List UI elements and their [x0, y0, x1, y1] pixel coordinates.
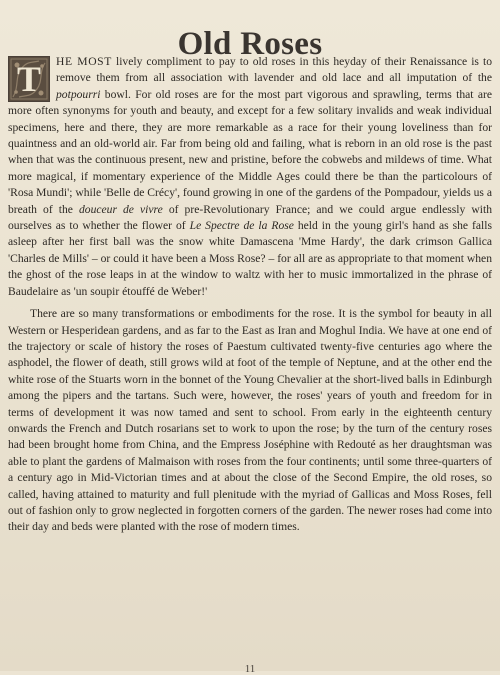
page-title: Old Roses [177, 26, 323, 63]
page-number: 11 [244, 663, 256, 675]
paragraph-1 [8, 54, 492, 300]
drop-cap-letter: T [16, 59, 41, 99]
italic-term: potpourri [56, 87, 101, 101]
text-run: bowl. For old roses are for the most part vigorous and sprawling, terms that are more often synonyms for youth and beauty, and except for a few solitary invalids and weak individual specimens, here and there, they are more remarkable as a race for their young loveliness than for quaintness and an old-world air. Far from being old and failing, what is reborn in an old rose is the past when that was the continuous present, new and pristine, before the cobwebs and mildews of time. What more magical, if momentary experience of the Middle Ages could there be than the particolours of 'Rosa Mundi'; while 'Belle de Crécy', found growing in one of the gardens of the Pompadour, yields us a breath of the [8, 87, 492, 216]
italic-term: douceur de vivre [78, 202, 163, 216]
body-text [8, 54, 492, 536]
ornamental-drop-cap [8, 56, 50, 102]
paragraph-2: There are so many transformations or embodiments for the rose. It is the symbol for beauty in all Western or Hesperidean gardens, and as far to the East as Iran and Moghul India. We have at one end of the trajectory or scale of history the roses of Paestum cultivated twenty-five centuries ago where the asphodel, the flower of death, still grows wild at foot of the temple of Neptune, and at the other end the white rose of the Stuarts worn in the bonnet of the Young Chevalier at the short-lived balls in Edinburgh among the pipers and the tartans. Such were, however, the roses' years of youth and freedom for in terms of development it was now tamed and sent to school. From early in the eighteenth century onwards the French and Dutch rosarians set to work to upon the rose; by the turn of the century roses had been brought home from China, and the Empress Joséphine with Redouté as her draughtsman was able to plant the gardens of Malmaison with roses from the four continents; until some three-quarters of a century ago in Mid-Victorian times and at about the close of the Second Empire, the old roses, so called, having attained to maturity and full plenitude with the myriad of Gallicas and Moss Roses, fell out of fashion only to grow neglected in forgotten corners of the garden. The newer roses had come into their day and beds were planted with the rose of modern times. [8, 307, 492, 534]
italic-title: Le Spectre de la Rose [189, 219, 294, 233]
text-run: held in the young girl's hand as she falls asleep after her first ball was the snow white Damascena 'Mme Hardy', the dark crimson Gallica 'Charles de Mills' – or could it have been a Moss Rose? – for all are as appropriate to that moment when the ghost of the rose leaps in at the window to waltz with her to music immortalized in the phrase of Baudelaire as 'un soupir étouffé de Weber!' [8, 219, 492, 298]
text-run: lively compliment to pay to old roses in this heyday of their Renaissance is to remove them from all association with lavender and old lace and all imputation of the [56, 55, 493, 85]
text-run: of pre-Revolutionary France; and we could argue endlessly with ourselves as to whether the flower of [8, 202, 492, 233]
lead-in-words: HE MOST [56, 55, 112, 68]
